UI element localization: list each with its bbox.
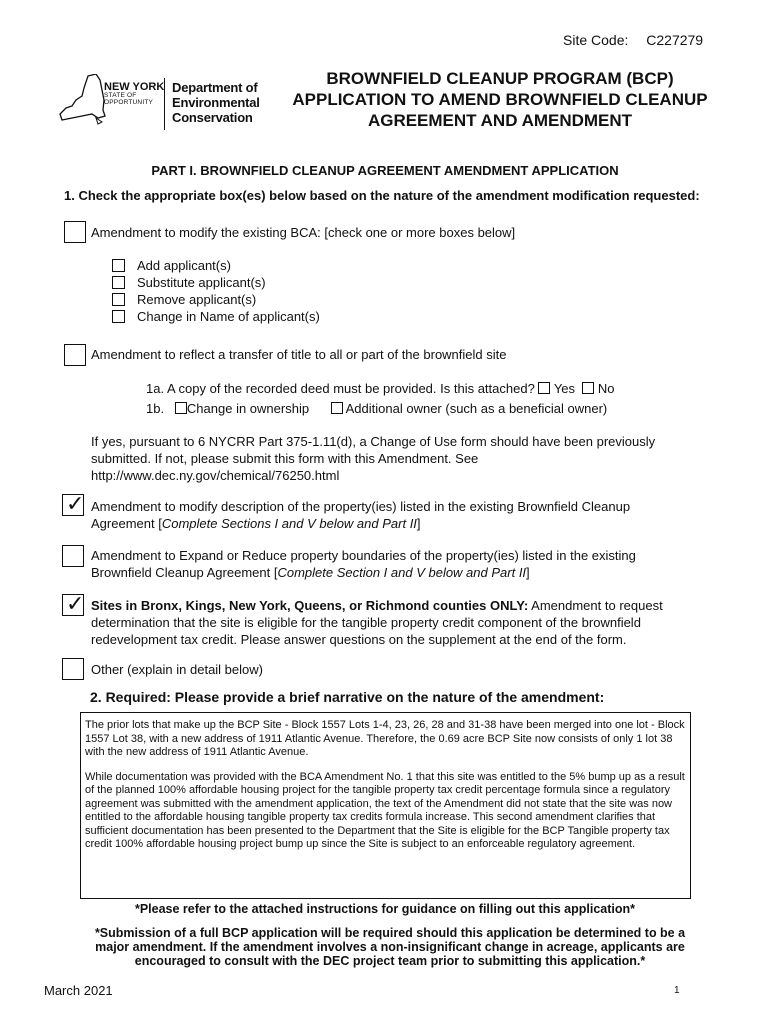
submission-line2: major amendment. If the amendment involves a non-insignificant change in acreage, applicants are <box>95 940 685 954</box>
nyc-counties-line1-rest: Amendment to request <box>528 598 663 613</box>
new-york-state-map-icon <box>58 74 106 126</box>
change-of-use-line2: submitted. If not, please submit this form with this Amendment. See <box>91 451 479 466</box>
instructions-note: *Please refer to the attached instructions for guidance on filling out this application* <box>134 902 636 916</box>
other-checkbox[interactable] <box>62 658 84 680</box>
site-code <box>563 32 703 48</box>
question-1b <box>146 400 607 417</box>
question2: 2. Required: Please provide a brief narrative on the nature of the amendment: <box>90 689 605 705</box>
change-ownership-label: Change in ownership <box>186 401 310 416</box>
expand-reduce-line2-italic: Complete Section I and V below and Part II <box>277 565 527 580</box>
question-1a-text: 1a. A copy of the recorded deed must be provided. Is this attached? <box>146 381 535 396</box>
question1: 1. Check the appropriate box(es) below based on the nature of the amendment modification requested: <box>64 188 700 203</box>
remove-applicant-checkbox[interactable] <box>112 293 125 306</box>
additional-owner-checkbox[interactable] <box>331 402 343 414</box>
logo-divider <box>164 78 165 130</box>
logo-state-line3: OPPORTUNITY <box>104 99 154 106</box>
modify-description-line1: Amendment to modify description of the property(ies) listed in the existing Brownfield Cleanup <box>91 499 631 514</box>
change-ownership-checkbox[interactable] <box>175 402 187 414</box>
nyc-counties-bold: Sites in Bronx, Kings, New York, Queens, or Richmond counties ONLY: <box>91 598 529 613</box>
remove-applicant-label: Remove applicant(s) <box>137 292 257 307</box>
expand-reduce-line2-suffix: ] <box>526 565 530 580</box>
modify-description-checkbox[interactable] <box>62 494 84 516</box>
other-label: Other (explain in detail below) <box>91 662 263 677</box>
logo-dept-line1: Department of <box>172 80 258 95</box>
narrative-paragraph2: While documentation was provided with the BCA Amendment No. 1 that this site was entitled to the 5% bump up as a result of the planned 100% affordable housing project for the tangible property tax credit percentage formula since a regulatory agreement was submitted with the amendment application, the text of the Amendment did not state that the site was now entitled to the affordable housing tangible property tax credits formula increase. This second amendment clarifies that sufficient documentation has been presented to the Department that the Site is eligible for the BCP Tangible property tax credit 100% affordable housing project bump up since the Site is subject to an enforceable regulatory agreement. <box>85 770 685 850</box>
title-line1: BROWNFIELD CLEANUP PROGRAM (BCP) <box>326 69 674 88</box>
transfer-title-checkbox[interactable] <box>64 344 86 366</box>
deed-no-label: No <box>597 381 615 396</box>
site-code-label: Site Code: <box>563 32 629 48</box>
nyc-counties-label <box>91 597 663 648</box>
logo-dept-line2: Environmental <box>172 95 260 110</box>
change-name-label: Change in Name of applicant(s) <box>137 309 320 324</box>
add-applicant-checkbox[interactable] <box>112 259 125 272</box>
add-applicant-label: Add applicant(s) <box>137 258 231 273</box>
substitute-applicant-checkbox[interactable] <box>112 276 125 289</box>
narrative-paragraph1: The prior lots that make up the BCP Site - Block 1557 Lots 1-4, 23, 26, 28 and 31-38 have been merged into one lot - Block 1557 Lot 38, with a new address of 1911 Atlantic Avenue. Therefore, the 0.69 acre BCP Site now consists of only 1 lot 38 with the new address of 1911 Atlantic Avenue. <box>85 719 685 758</box>
change-of-use-note <box>91 433 655 484</box>
question-1a <box>146 380 615 397</box>
title-line3: AGREEMENT AND AMENDMENT <box>367 111 633 130</box>
deed-yes-label: Yes <box>553 381 576 396</box>
modify-description-label <box>91 498 630 532</box>
narrative-textarea[interactable] <box>80 712 691 899</box>
question-1b-prefix: 1b. <box>146 401 165 416</box>
deed-no-checkbox[interactable] <box>582 382 594 394</box>
expand-reduce-line1: Amendment to Expand or Reduce property boundaries of the property(ies) listed in the existing <box>91 548 636 563</box>
modify-bca-label: Amendment to modify the existing BCA: [check one or more boxes below] <box>91 225 516 240</box>
title-line2: APPLICATION TO AMEND BROWNFIELD CLEANUP <box>292 90 708 109</box>
part1-title: PART I. BROWNFIELD CLEANUP AGREEMENT AMENDMENT APPLICATION <box>151 163 619 178</box>
nyc-counties-line3: redevelopment tax credit. Please answer questions on the supplement at the end of the form. <box>91 632 627 647</box>
nyc-counties-checkbox[interactable] <box>62 594 84 616</box>
logo-state-line2: STATE OF <box>104 92 137 99</box>
change-of-use-link[interactable]: http://www.dec.ny.gov/chemical/76250.html <box>91 468 340 483</box>
modify-bca-checkbox[interactable] <box>64 221 86 243</box>
deed-yes-checkbox[interactable] <box>538 382 550 394</box>
logo-state-line1: NEW YORK <box>104 81 165 93</box>
logo-dept-line3: Conservation <box>172 110 253 125</box>
submission-line1: *Submission of a full BCP application will be required should this application be determined to be a <box>94 926 686 940</box>
submission-note <box>50 926 730 968</box>
submission-line3: encouraged to consult with the DEC project team prior to submitting this application.* <box>134 954 646 968</box>
change-of-use-line1: If yes, pursuant to 6 NYCRR Part 375-1.11(d), a Change of Use form should have been previously <box>91 434 656 449</box>
logo-department-text <box>172 80 260 125</box>
modify-description-line2-prefix: Agreement [ <box>91 516 162 531</box>
change-name-checkbox[interactable] <box>112 310 125 323</box>
expand-reduce-checkbox[interactable] <box>62 545 84 567</box>
modify-description-line2-suffix: ] <box>416 516 421 531</box>
substitute-applicant-label: Substitute applicant(s) <box>137 275 266 290</box>
logo-state-text <box>104 82 164 106</box>
nyc-counties-line2: determination that the site is eligible for the tangible property credit component of the brownfield <box>91 615 641 630</box>
footer-date: March 2021 <box>44 983 113 998</box>
transfer-title-label: Amendment to reflect a transfer of title to all or part of the brownfield site <box>91 347 507 362</box>
additional-owner-label: Additional owner (such as a beneficial owner) <box>345 401 608 416</box>
site-code-value: C227279 <box>646 32 704 48</box>
expand-reduce-line2-prefix: Brownfield Cleanup Agreement [ <box>91 565 278 580</box>
modify-description-line2-italic: Complete Sections I and V below and Part II <box>161 516 417 531</box>
page-title <box>280 68 720 131</box>
page-number: 1 <box>674 985 680 996</box>
expand-reduce-label <box>91 547 636 581</box>
